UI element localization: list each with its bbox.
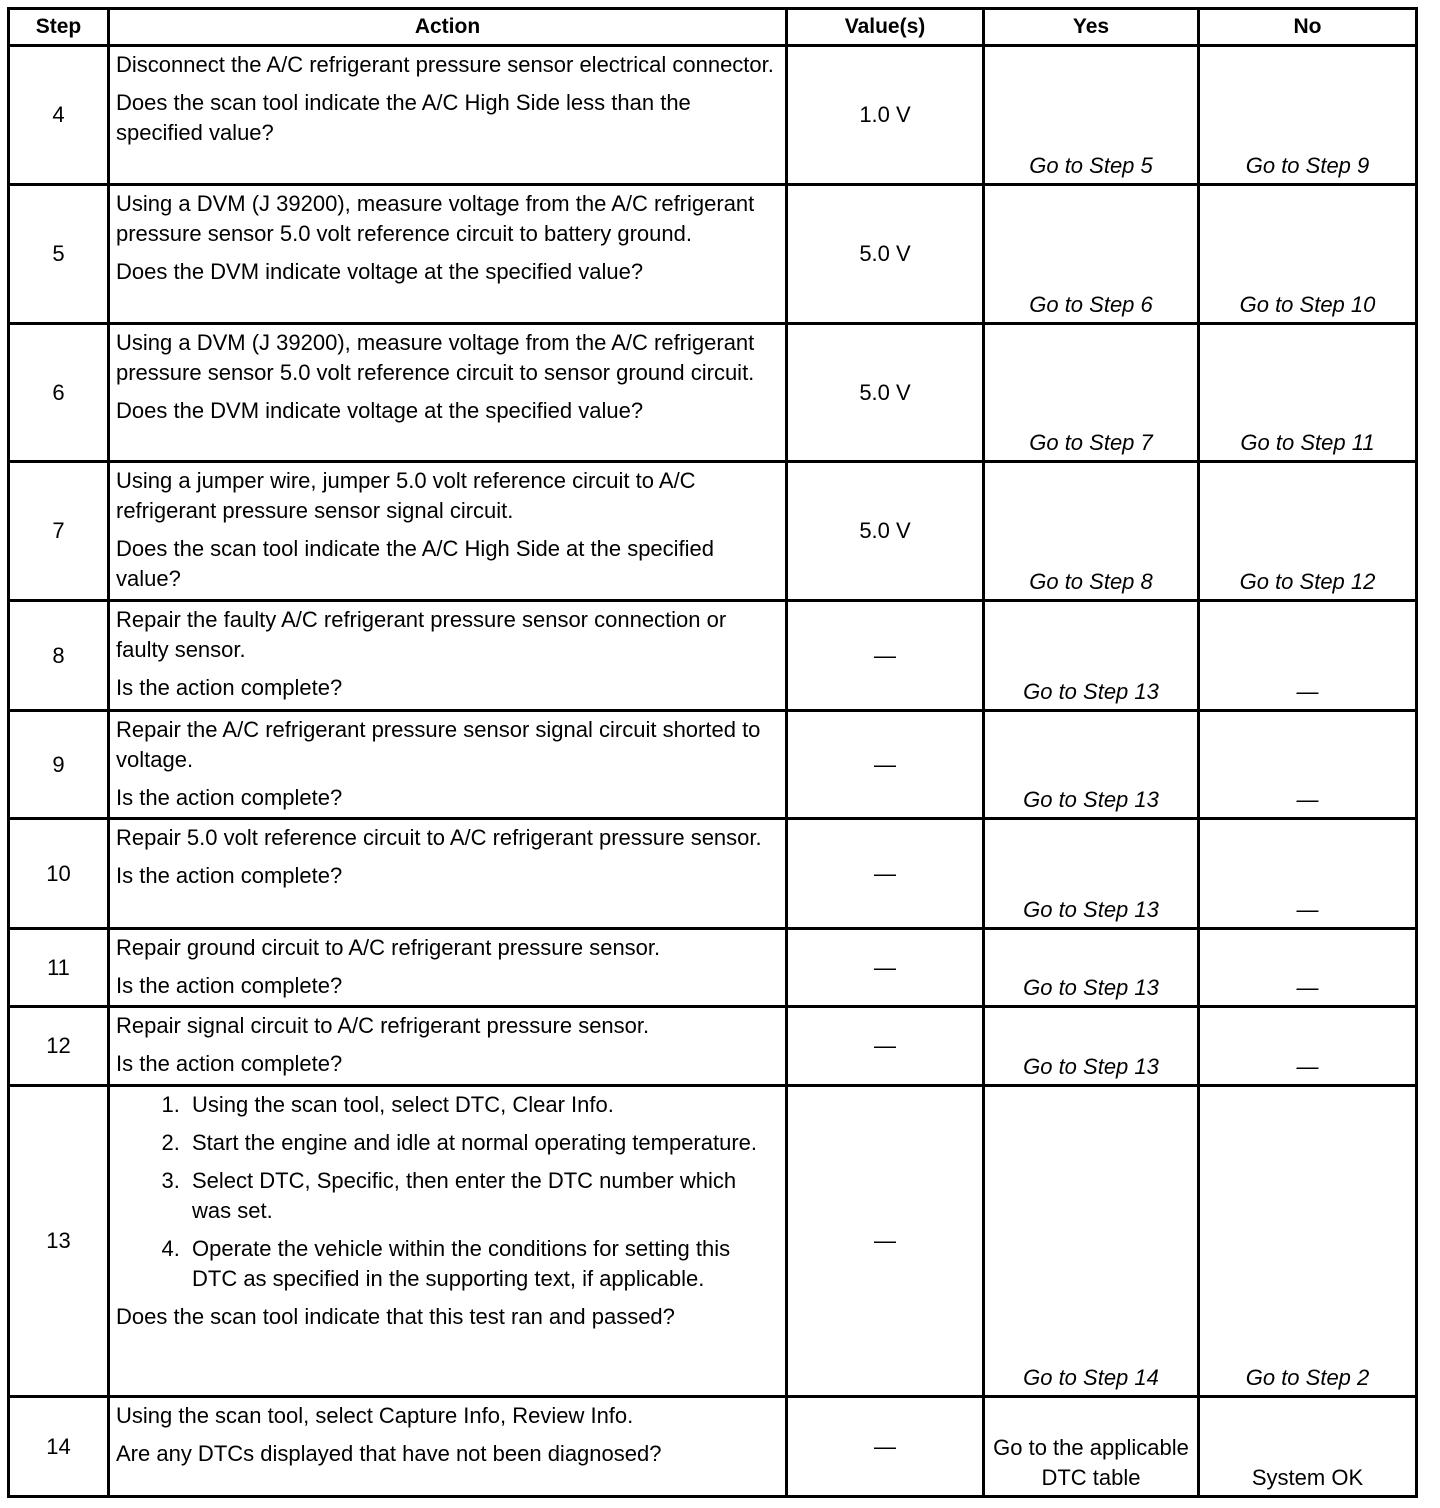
table-row — [9, 601, 1417, 711]
step-number: 11 — [9, 929, 109, 1007]
value-cell: — — [787, 1007, 984, 1086]
action-text: Is the action complete? — [116, 863, 343, 888]
no-result: — — [1199, 929, 1417, 1007]
step-number: 13 — [9, 1086, 109, 1397]
value-cell: — — [787, 929, 984, 1007]
action-text: Are any DTCs displayed that have not been diagnosed? — [116, 1441, 662, 1466]
value-cell: 5.0 V — [787, 462, 984, 601]
action-step: 3. Select DTC, Specific, then enter the DTC number which was set. — [186, 1166, 779, 1226]
action-cell — [109, 1397, 787, 1497]
yes-result: Go to Step 14 — [984, 1086, 1199, 1397]
header-values: Value(s) — [787, 9, 984, 46]
yes-result: Go to Step 5 — [984, 46, 1199, 185]
yes-result: Go to the applicable DTC table — [984, 1397, 1199, 1497]
action-step: 1. Using the scan tool, select DTC, Clear Info. — [186, 1090, 779, 1120]
action-cell — [109, 819, 787, 929]
step-number: 4 — [9, 46, 109, 185]
yes-result: Go to Step 7 — [984, 324, 1199, 462]
table-row — [9, 185, 1417, 324]
value-cell: — — [787, 601, 984, 711]
action-text: Repair ground circuit to A/C refrigerant pressure sensor. — [116, 935, 661, 960]
action-text: Does the scan tool indicate the A/C High Side at the specified value? — [116, 536, 715, 591]
table-row — [9, 46, 1417, 185]
step-number: 10 — [9, 819, 109, 929]
action-text: Using the scan tool, select Capture Info, Review Info. — [116, 1403, 634, 1428]
step-number: 5 — [9, 185, 109, 324]
action-cell — [109, 185, 787, 324]
action-steps-list — [116, 1090, 779, 1294]
action-text: Is the action complete? — [116, 973, 343, 998]
action-cell — [109, 929, 787, 1007]
action-text: Repair the faulty A/C refrigerant pressure sensor connection or faulty sensor. — [116, 607, 727, 662]
no-result: — — [1199, 711, 1417, 819]
header-no: No — [1199, 9, 1417, 46]
header-action: Action — [109, 9, 787, 46]
value-cell: — — [787, 1397, 984, 1497]
yes-result: Go to Step 8 — [984, 462, 1199, 601]
action-cell — [109, 46, 787, 185]
table-row — [9, 711, 1417, 819]
yes-result: Go to Step 13 — [984, 1007, 1199, 1086]
table-row — [9, 819, 1417, 929]
no-result: Go to Step 9 — [1199, 46, 1417, 185]
yes-result: Go to Step 13 — [984, 819, 1199, 929]
step-number: 14 — [9, 1397, 109, 1497]
no-result: Go to Step 11 — [1199, 324, 1417, 462]
yes-result: Go to Step 13 — [984, 601, 1199, 711]
value-cell: — — [787, 819, 984, 929]
table-row — [9, 462, 1417, 601]
action-text: Repair signal circuit to A/C refrigerant pressure sensor. — [116, 1013, 650, 1038]
table-row — [9, 324, 1417, 462]
step-number: 6 — [9, 324, 109, 462]
no-result: — — [1199, 1007, 1417, 1086]
action-text: Is the action complete? — [116, 785, 343, 810]
header-yes: Yes — [984, 9, 1199, 46]
table-body — [9, 46, 1417, 1497]
value-cell: 1.0 V — [787, 46, 984, 185]
no-result: — — [1199, 601, 1417, 711]
no-result: — — [1199, 819, 1417, 929]
action-cell — [109, 711, 787, 819]
action-text: Disconnect the A/C refrigerant pressure sensor electrical connector. — [116, 52, 774, 77]
table-row — [9, 1397, 1417, 1497]
step-number: 8 — [9, 601, 109, 711]
action-step: 2. Start the engine and idle at normal operating temperature. — [186, 1128, 779, 1158]
yes-result: Go to Step 13 — [984, 929, 1199, 1007]
action-cell — [109, 1007, 787, 1086]
diagnostic-table — [7, 7, 1418, 1498]
no-result: Go to Step 12 — [1199, 462, 1417, 601]
value-cell: 5.0 V — [787, 185, 984, 324]
step-number: 7 — [9, 462, 109, 601]
header-row — [9, 9, 1417, 46]
table-row — [9, 1086, 1417, 1397]
header-step: Step — [9, 9, 109, 46]
action-step: 4. Operate the vehicle within the conditions for setting this DTC as specified in the supporting text, if applicable. — [186, 1234, 779, 1294]
action-text: Does the scan tool indicate the A/C High Side less than the specified value? — [116, 90, 691, 145]
step-number: 12 — [9, 1007, 109, 1086]
no-result: System OK — [1199, 1397, 1417, 1497]
action-text: Using a DVM (J 39200), measure voltage from the A/C refrigerant pressure sensor 5.0 volt reference circuit to battery ground. — [116, 191, 755, 246]
table-row — [9, 929, 1417, 1007]
action-text: Repair 5.0 volt reference circuit to A/C refrigerant pressure sensor. — [116, 825, 762, 850]
action-text: Is the action complete? — [116, 675, 343, 700]
yes-result: Go to Step 13 — [984, 711, 1199, 819]
value-cell: — — [787, 711, 984, 819]
action-text: Using a DVM (J 39200), measure voltage from the A/C refrigerant pressure sensor 5.0 volt reference circuit to sensor ground circuit. — [116, 330, 755, 385]
action-text: Is the action complete? — [116, 1051, 343, 1076]
action-cell — [109, 601, 787, 711]
action-text: Repair the A/C refrigerant pressure sensor signal circuit shorted to voltage. — [116, 717, 761, 772]
action-text: Using a jumper wire, jumper 5.0 volt reference circuit to A/C refrigerant pressure sensor signal circuit. — [116, 468, 696, 523]
value-cell: — — [787, 1086, 984, 1397]
action-text: Does the DVM indicate voltage at the specified value? — [116, 398, 644, 423]
action-text: Does the scan tool indicate that this test ran and passed? — [116, 1304, 675, 1329]
value-cell: 5.0 V — [787, 324, 984, 462]
no-result: Go to Step 2 — [1199, 1086, 1417, 1397]
no-result: Go to Step 10 — [1199, 185, 1417, 324]
step-number: 9 — [9, 711, 109, 819]
action-cell — [109, 462, 787, 601]
action-cell — [109, 324, 787, 462]
table-row — [9, 1007, 1417, 1086]
action-cell — [109, 1086, 787, 1397]
yes-result: Go to Step 6 — [984, 185, 1199, 324]
action-text: Does the DVM indicate voltage at the specified value? — [116, 259, 644, 284]
